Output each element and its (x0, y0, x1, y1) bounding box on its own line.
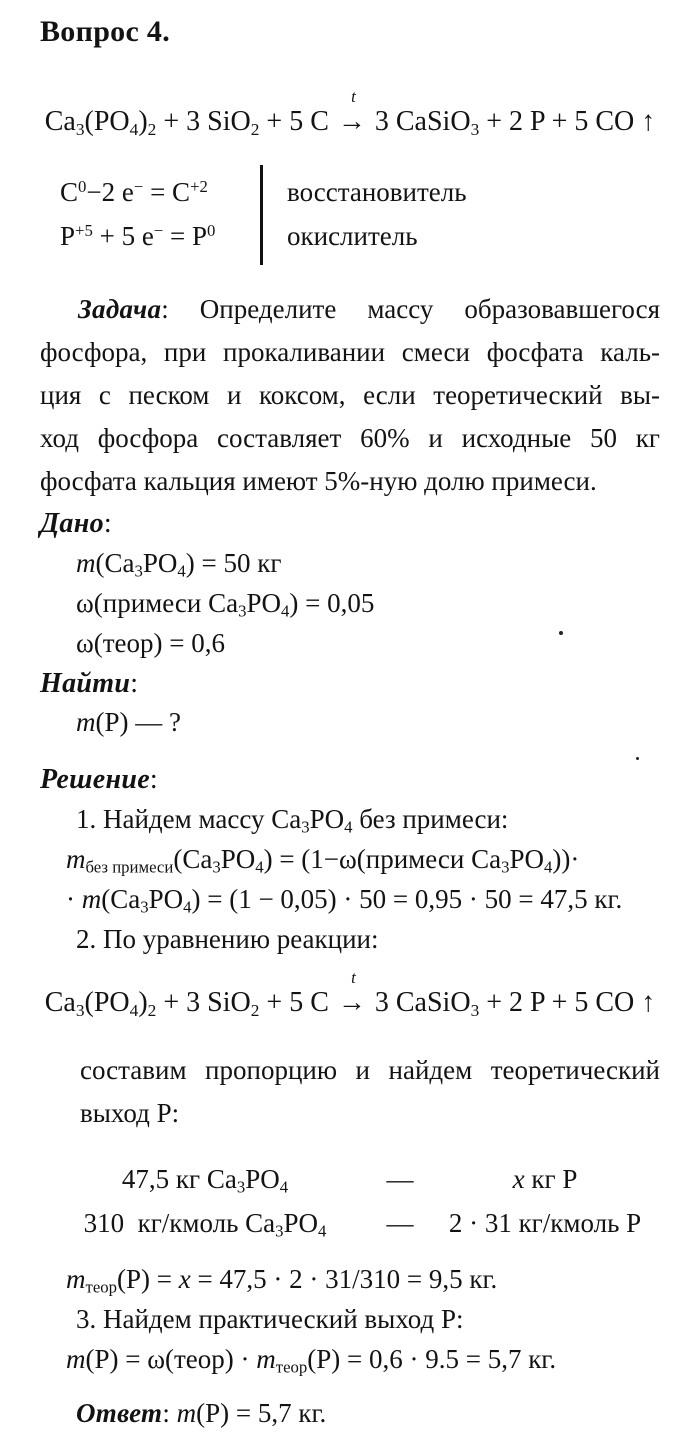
solution-step2-title: 2. По уравнению реакции: (76, 924, 379, 954)
problem-text: Определите массу образовавшегося (199, 294, 660, 324)
reaction-equation-repeat: $Ca_3(PO_4)_2 + 3$ SiO$_2$ + 5 C t → 3 CaSiO$_3$ + 2 P + 5 CO ↑ (44, 967, 656, 1020)
solution-text-line: составим пропорцию и найдем теоретический (80, 1055, 660, 1085)
proportion-dash: — (386, 1208, 414, 1238)
electron-balance (60, 170, 660, 258)
given-heading: Дано: (40, 508, 112, 539)
solution-step2-text (80, 1049, 660, 1135)
proportion-right: 2 · 31 кг/кмоль P (448, 1208, 642, 1238)
scan-speck (559, 631, 563, 635)
proportion-table (40, 1157, 660, 1245)
given-mass: $m(Ca_3PO_4) = 50$ кг (76, 548, 282, 581)
problem-text-line (40, 288, 660, 331)
given-theoretical-yield: ω(теор) = 0,6 (76, 628, 226, 658)
proportion-right: x кг P (512, 1164, 578, 1194)
proportion-dash: — (386, 1164, 414, 1194)
solution-step1-title: 1. Найдем массу $Ca_3PO_4$ без примеси: (76, 804, 509, 837)
answer-expression: m(P) = 5,7 кг. (176, 1398, 327, 1428)
problem-text-line: ция с песком и коксом, если теоретический вы- (40, 380, 660, 410)
solution-heading: Решение: (40, 764, 158, 795)
given-list (76, 543, 660, 663)
solution-text-line: выход P: (80, 1098, 180, 1128)
solution-step1-formula-line2: · $m(Ca_3PO_4) = (1 - 0,05) \cdot 50 = 0,95 \cdot 50 = 47,5$ кг. (66, 884, 623, 917)
oxidizer-label: окислитель (287, 221, 418, 251)
proportion-left: 47,5 кг $Ca_3PO_4$ (121, 1164, 289, 1197)
find-expression: m(P) — ? (76, 707, 181, 737)
reduction-half-equation: $P^{+5} + 5$ $e^- = P^0$ (60, 220, 216, 251)
given-impurity-fraction: ω(примеси $Ca_3PO_4) = 0,05$ (76, 588, 375, 621)
half-equations (60, 170, 246, 258)
theoretical-mass-formula: $m_{теор}(P) = x = 47,5 \cdot 2 \cdot 31/310 = 9,5$ кг. (66, 1264, 498, 1297)
problem-text-line: фосфора, при прокаливании смеси фосфата каль- (40, 337, 660, 367)
problem-label: Задача: (78, 294, 200, 324)
answer-line (76, 1395, 660, 1431)
balance-divider (260, 165, 263, 265)
solution-step1-formula-line1: $m_{без примеси}(Ca_3PO_4)$ = (1−ω(примеси $Ca_3PO_4))\cdot$ (66, 844, 580, 877)
question-title: Вопрос 4. (40, 15, 170, 48)
role-labels (287, 170, 467, 258)
practical-mass-formula: m(P) = ω(теор) · $m_{теор}(P) = 0,6 \cdot 9.5 = 5,7$ кг. (66, 1344, 557, 1377)
reaction-equation: $Ca_3(PO_4)_2 + 3$ SiO$_2$ + 5 C t → 3 CaSiO$_3$ + 2 P + 5 CO ↑ (44, 86, 656, 139)
problem-statement (40, 288, 660, 503)
solution-step3-title: 3. Найдем практический выход P: (76, 1304, 464, 1334)
answer-label: Ответ: (76, 1398, 170, 1428)
find-heading: Найти: (40, 668, 138, 699)
problem-text-line: фосфата кальция имеют 5%-ную долю примеси. (40, 466, 597, 496)
problem-text-line: ход фосфора составляет 60% и исходные 50 кг (40, 423, 660, 453)
reducer-label: восстановитель (287, 177, 467, 207)
oxidation-half-equation: $C^0-2$ $e^- = C^{+2}$ (60, 176, 208, 207)
scan-speck (636, 757, 639, 760)
proportion-left: 310 кг/кмоль $Ca_3PO_4$ (83, 1208, 327, 1241)
